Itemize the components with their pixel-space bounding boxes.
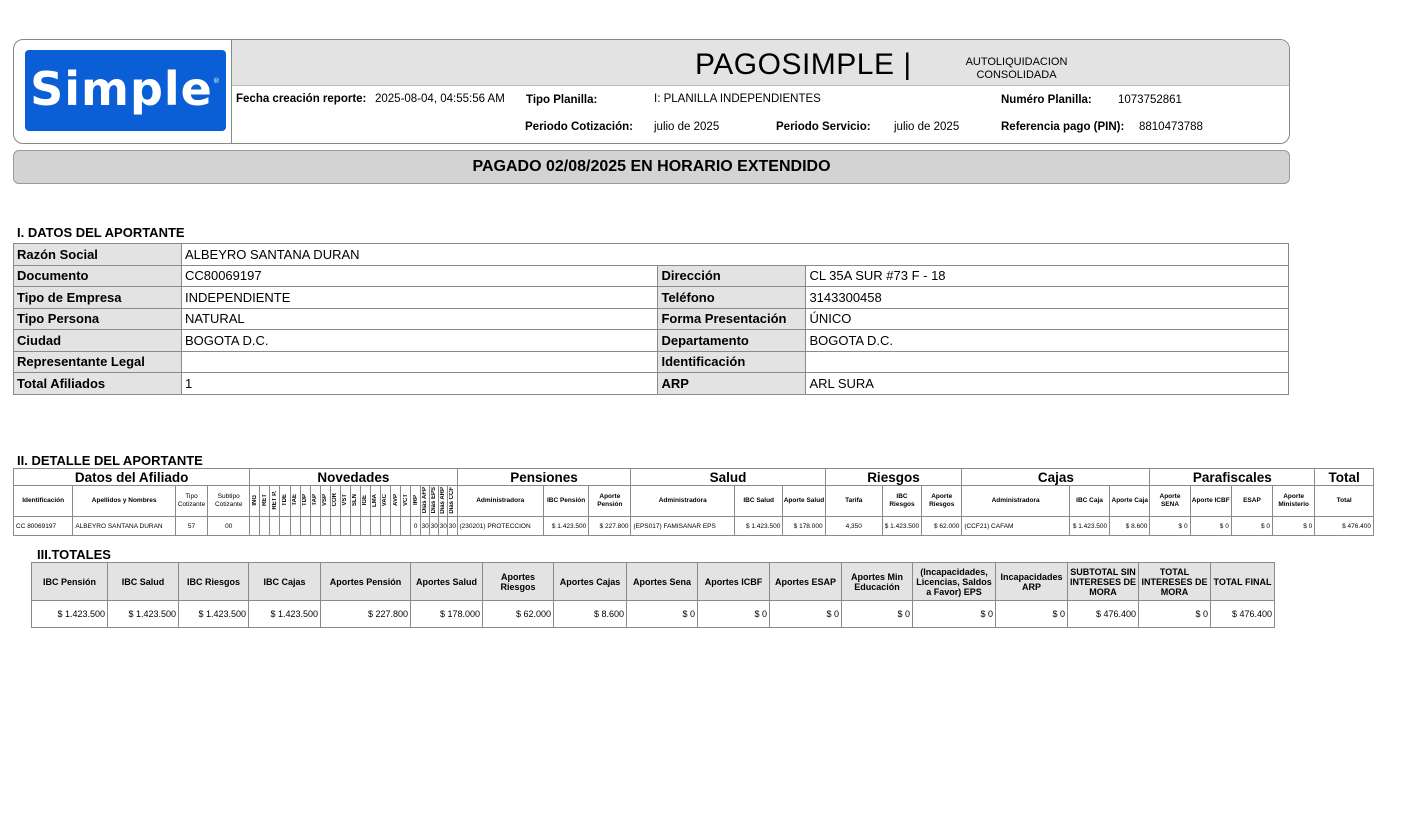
periodo-cotizacion-value: julio de 2025 xyxy=(654,121,720,133)
registered-mark: ® xyxy=(212,77,221,85)
field-value: BOGOTA D.C. xyxy=(181,330,658,352)
col-novedad xyxy=(290,486,300,517)
cell-sal-admin: (EPS017) FAMISANAR EPS xyxy=(631,517,735,536)
field-label: Departamento xyxy=(658,330,806,352)
group-total: Total xyxy=(1315,469,1374,486)
table-row xyxy=(14,244,1289,266)
numero-planilla-label: Numéro Planilla: xyxy=(1001,94,1092,106)
novedad-label: VCT xyxy=(402,494,409,506)
page-subtitle xyxy=(954,56,1079,82)
simple-logo xyxy=(25,50,226,131)
col-novedad xyxy=(421,486,430,517)
col-novedad xyxy=(411,486,421,517)
field-value: ARL SURA xyxy=(806,373,1289,395)
col-tipo: Tipo Cotizante xyxy=(175,486,207,517)
col-sal-ibc: IBC Salud xyxy=(735,486,783,517)
field-value xyxy=(806,351,1289,373)
aportante-table xyxy=(13,243,1289,395)
table-row xyxy=(14,308,1289,330)
cell-sal-ibc: $ 1.423.500 xyxy=(735,517,783,536)
field-value: BOGOTA D.C. xyxy=(806,330,1289,352)
section-1-title: I. DATOS DEL APORTANTE xyxy=(17,225,185,240)
field-label: Identificación xyxy=(658,351,806,373)
novedad-label: VSP xyxy=(322,493,329,506)
group-afiliado: Datos del Afiliado xyxy=(14,469,250,486)
col-novedad xyxy=(360,486,370,517)
cell-sal-aporte: $ 178.000 xyxy=(783,517,825,536)
col-rie-ibc: IBC Riesgos xyxy=(882,486,921,517)
col-novedad xyxy=(330,486,340,517)
cell-novedad xyxy=(340,517,350,536)
col-identificacion: Identificación xyxy=(14,486,73,517)
tipo-planilla-label: Tipo Planilla: xyxy=(526,94,598,106)
field-value: CC80069197 xyxy=(181,265,658,287)
col-rie-tarifa: Tarifa xyxy=(825,486,882,517)
table-row xyxy=(14,373,1289,395)
field-value: ÚNICO xyxy=(806,308,1289,330)
col-novedad xyxy=(390,486,400,517)
col-novedad xyxy=(260,486,270,517)
tot-header: TOTAL INTERESES DE MORA xyxy=(1139,563,1211,601)
referencia-value: 8810473788 xyxy=(1139,121,1203,133)
cell-pen-admin: (230201) PROTECCION xyxy=(457,517,543,536)
section-3-title: III.TOTALES xyxy=(37,547,111,562)
cell-novedad: 30 xyxy=(439,517,448,536)
tot-header: Aportes Sena xyxy=(627,563,698,601)
col-pen-admin: Administradora xyxy=(457,486,543,517)
tot-value: $ 0 xyxy=(770,601,842,628)
novedad-label: ING xyxy=(251,494,258,506)
tot-value: $ 1.423.500 xyxy=(32,601,108,628)
cell-pen-ibc: $ 1.423.500 xyxy=(543,517,588,536)
logo-text: Simple xyxy=(30,62,213,116)
tot-value: $ 0 xyxy=(698,601,770,628)
col-novedad xyxy=(250,486,260,517)
col-pen-aporte: Aporte Pensión xyxy=(589,486,631,517)
novedad-label: RET xyxy=(261,494,268,506)
cell-identificacion: CC 80069197 xyxy=(14,517,73,536)
periodo-servicio-value: julio de 2025 xyxy=(894,121,960,133)
novedad-label: COR xyxy=(332,493,339,507)
col-sal-aporte: Aporte Salud xyxy=(783,486,825,517)
tot-header: IBC Riesgos xyxy=(179,563,249,601)
col-novedad xyxy=(350,486,360,517)
cell-subtipo: 00 xyxy=(208,517,250,536)
table-row xyxy=(14,351,1289,373)
col-novedad xyxy=(380,486,390,517)
tot-value: $ 1.423.500 xyxy=(108,601,179,628)
cell-total: $ 476.400 xyxy=(1315,517,1374,536)
table-row xyxy=(14,330,1289,352)
fecha-label: Fecha creación reporte: xyxy=(236,93,367,105)
novedad-label: IGE xyxy=(362,494,369,506)
cell-novedad: 0 xyxy=(411,517,421,536)
tot-value: $ 476.400 xyxy=(1068,601,1139,628)
col-caj-admin: Administradora xyxy=(962,486,1070,517)
col-novedad xyxy=(439,486,448,517)
tot-header: Aportes ICBF xyxy=(698,563,770,601)
cell-tipo: 57 xyxy=(175,517,207,536)
novedad-label: AVP xyxy=(392,494,399,506)
page-title: PAGOSIMPLE | xyxy=(695,48,912,81)
periodo-cotizacion-label: Periodo Cotización: xyxy=(525,121,633,133)
report-header xyxy=(13,39,1290,144)
tot-header: Incapacidades ARP xyxy=(996,563,1068,601)
detalle-table xyxy=(13,468,1374,536)
novedad-label: VAC xyxy=(382,493,389,507)
novedad-label: Días EPS xyxy=(431,486,438,514)
col-novedad xyxy=(430,486,439,517)
cell-novedad xyxy=(270,517,280,536)
field-label: Forma Presentación xyxy=(658,308,806,330)
cell-novedad xyxy=(360,517,370,536)
subtitle-line-2: CONSOLIDADA xyxy=(976,69,1057,81)
col-novedad xyxy=(340,486,350,517)
totales-table xyxy=(31,562,1275,628)
cell-novedad xyxy=(401,517,411,536)
cell-caj-admin: (CCF21) CAFAM xyxy=(962,517,1070,536)
group-cajas: Cajas xyxy=(962,469,1150,486)
field-label: ARP xyxy=(658,373,806,395)
tot-header: (Incapacidades, Licencias, Saldos a Favor) EPS xyxy=(913,563,996,601)
tot-header: IBC Cajas xyxy=(249,563,321,601)
totales-header-row xyxy=(32,563,1275,601)
cell-novedad xyxy=(350,517,360,536)
col-sal-admin: Administradora xyxy=(631,486,735,517)
fecha-value: 2025-08-04, 04:55:56 AM xyxy=(375,93,505,105)
payment-status-banner: PAGADO 02/08/2025 EN HORARIO EXTENDIDO xyxy=(13,150,1290,184)
field-label: Dirección xyxy=(658,265,806,287)
field-label: Documento xyxy=(14,265,182,287)
tot-header: Aportes Cajas xyxy=(554,563,627,601)
logo-cell xyxy=(14,40,232,143)
cell-novedad xyxy=(370,517,380,536)
cell-novedad xyxy=(300,517,310,536)
table-row xyxy=(14,517,1374,536)
cell-novedad xyxy=(280,517,290,536)
col-novedad xyxy=(280,486,290,517)
col-icbf: Aporte ICBF xyxy=(1190,486,1231,517)
novedad-label: TDE xyxy=(281,494,288,506)
tot-value: $ 0 xyxy=(627,601,698,628)
novedad-label: SLN xyxy=(352,494,359,506)
col-apellidos: Apellidos y Nombres xyxy=(73,486,176,517)
cell-novedad: 30 xyxy=(430,517,439,536)
cell-novedad xyxy=(390,517,400,536)
tot-header: Aportes Salud xyxy=(411,563,483,601)
sub-header-row xyxy=(14,486,1374,517)
cell-pen-aporte: $ 227.800 xyxy=(589,517,631,536)
cell-novedad: 30 xyxy=(448,517,457,536)
col-novedad xyxy=(320,486,330,517)
tot-value: $ 0 xyxy=(1139,601,1211,628)
cell-novedad xyxy=(290,517,300,536)
cell-novedad xyxy=(310,517,320,536)
table-row xyxy=(14,287,1289,309)
referencia-label: Referencia pago (PIN): xyxy=(1001,121,1125,133)
group-parafiscales: Parafiscales xyxy=(1150,469,1315,486)
cell-ministerio: $ 0 xyxy=(1273,517,1315,536)
tot-value: $ 178.000 xyxy=(411,601,483,628)
totales-value-row xyxy=(32,601,1275,628)
field-label: Tipo Persona xyxy=(14,308,182,330)
novedad-label: Días CCF xyxy=(449,486,456,514)
tot-value: $ 1.423.500 xyxy=(179,601,249,628)
section-2-title: II. DETALLE DEL APORTANTE xyxy=(17,453,203,468)
col-total: Total xyxy=(1315,486,1374,517)
cell-novedad xyxy=(330,517,340,536)
col-pen-ibc: IBC Pensión xyxy=(543,486,588,517)
tot-value: $ 1.423.500 xyxy=(249,601,321,628)
razon-label: Razón Social xyxy=(14,244,182,266)
cell-novedad xyxy=(380,517,390,536)
cell-rie-aporte: $ 62.000 xyxy=(922,517,962,536)
novedad-label: LMA xyxy=(372,493,379,507)
tot-header: Aportes Riesgos xyxy=(483,563,554,601)
col-subtipo: Subtipo Cotizante xyxy=(208,486,250,517)
cell-novedad: 30 xyxy=(421,517,430,536)
cell-caj-aporte: $ 8.600 xyxy=(1110,517,1150,536)
numero-planilla-value: 1073752861 xyxy=(1118,94,1182,106)
title-bar xyxy=(232,40,1289,86)
tipo-planilla-value: I: PLANILLA INDEPENDIENTES xyxy=(654,93,821,105)
tot-header: IBC Salud xyxy=(108,563,179,601)
novedad-label: IRP xyxy=(412,494,419,505)
periodo-servicio-label: Periodo Servicio: xyxy=(776,121,871,133)
field-value: INDEPENDIENTE xyxy=(181,287,658,309)
group-salud: Salud xyxy=(631,469,825,486)
cell-rie-tarifa: 4,350 xyxy=(825,517,882,536)
novedad-label: VST xyxy=(342,494,349,506)
field-value xyxy=(181,351,658,373)
field-value: 1 xyxy=(181,373,658,395)
novedad-label: TAP xyxy=(312,494,319,506)
tot-header: TOTAL FINAL xyxy=(1211,563,1275,601)
table-row xyxy=(14,265,1289,287)
cell-apellidos: ALBEYRO SANTANA DURAN xyxy=(73,517,176,536)
tot-header: SUBTOTAL SIN INTERESES DE MORA xyxy=(1068,563,1139,601)
novedad-label: Días ARP xyxy=(440,486,447,514)
group-riesgos: Riesgos xyxy=(825,469,962,486)
novedad-label: RET P. xyxy=(271,490,278,510)
cell-sena: $ 0 xyxy=(1150,517,1190,536)
tot-value: $ 0 xyxy=(913,601,996,628)
subtitle-line-1: AUTOLIQUIDACION xyxy=(965,56,1068,68)
cell-esap: $ 0 xyxy=(1231,517,1272,536)
cell-icbf: $ 0 xyxy=(1190,517,1231,536)
cell-caj-ibc: $ 1.423.500 xyxy=(1069,517,1109,536)
razon-value: ALBEYRO SANTANA DURAN xyxy=(181,244,1288,266)
tot-value: $ 62.000 xyxy=(483,601,554,628)
col-novedad xyxy=(300,486,310,517)
tot-value: $ 227.800 xyxy=(321,601,411,628)
field-value: CL 35A SUR #73 F - 18 xyxy=(806,265,1289,287)
field-label: Tipo de Empresa xyxy=(14,287,182,309)
col-novedad xyxy=(401,486,411,517)
col-caj-aporte: Aporte Caja xyxy=(1110,486,1150,517)
col-novedad xyxy=(270,486,280,517)
group-pensiones: Pensiones xyxy=(457,469,631,486)
group-novedades: Novedades xyxy=(250,469,457,486)
col-sena: Aporte SENA xyxy=(1150,486,1190,517)
novedad-label: Días AFP xyxy=(422,486,429,514)
field-label: Total Afiliados xyxy=(14,373,182,395)
tot-header: Aportes Min Educación xyxy=(842,563,913,601)
tot-header: IBC Pensión xyxy=(32,563,108,601)
field-value: 3143300458 xyxy=(806,287,1289,309)
col-rie-aporte: Aporte Riesgos xyxy=(922,486,962,517)
field-label: Ciudad xyxy=(14,330,182,352)
tot-value: $ 0 xyxy=(842,601,913,628)
cell-novedad xyxy=(250,517,260,536)
tot-value: $ 0 xyxy=(996,601,1068,628)
col-novedad xyxy=(310,486,320,517)
novedad-label: TAE xyxy=(292,494,299,506)
col-ministerio: Aporte Ministerio xyxy=(1273,486,1315,517)
col-caj-ibc: IBC Caja xyxy=(1069,486,1109,517)
tot-header: Aportes Pensión xyxy=(321,563,411,601)
group-header-row xyxy=(14,469,1374,486)
cell-novedad xyxy=(320,517,330,536)
field-label: Representante Legal xyxy=(14,351,182,373)
col-novedad xyxy=(448,486,457,517)
col-novedad xyxy=(370,486,380,517)
field-label: Teléfono xyxy=(658,287,806,309)
col-esap: ESAP xyxy=(1231,486,1272,517)
tot-value: $ 8.600 xyxy=(554,601,627,628)
novedad-label: TDP xyxy=(302,494,309,506)
tot-header: Aportes ESAP xyxy=(770,563,842,601)
cell-novedad xyxy=(260,517,270,536)
cell-rie-ibc: $ 1.423.500 xyxy=(882,517,921,536)
tot-value: $ 476.400 xyxy=(1211,601,1275,628)
field-value: NATURAL xyxy=(181,308,658,330)
